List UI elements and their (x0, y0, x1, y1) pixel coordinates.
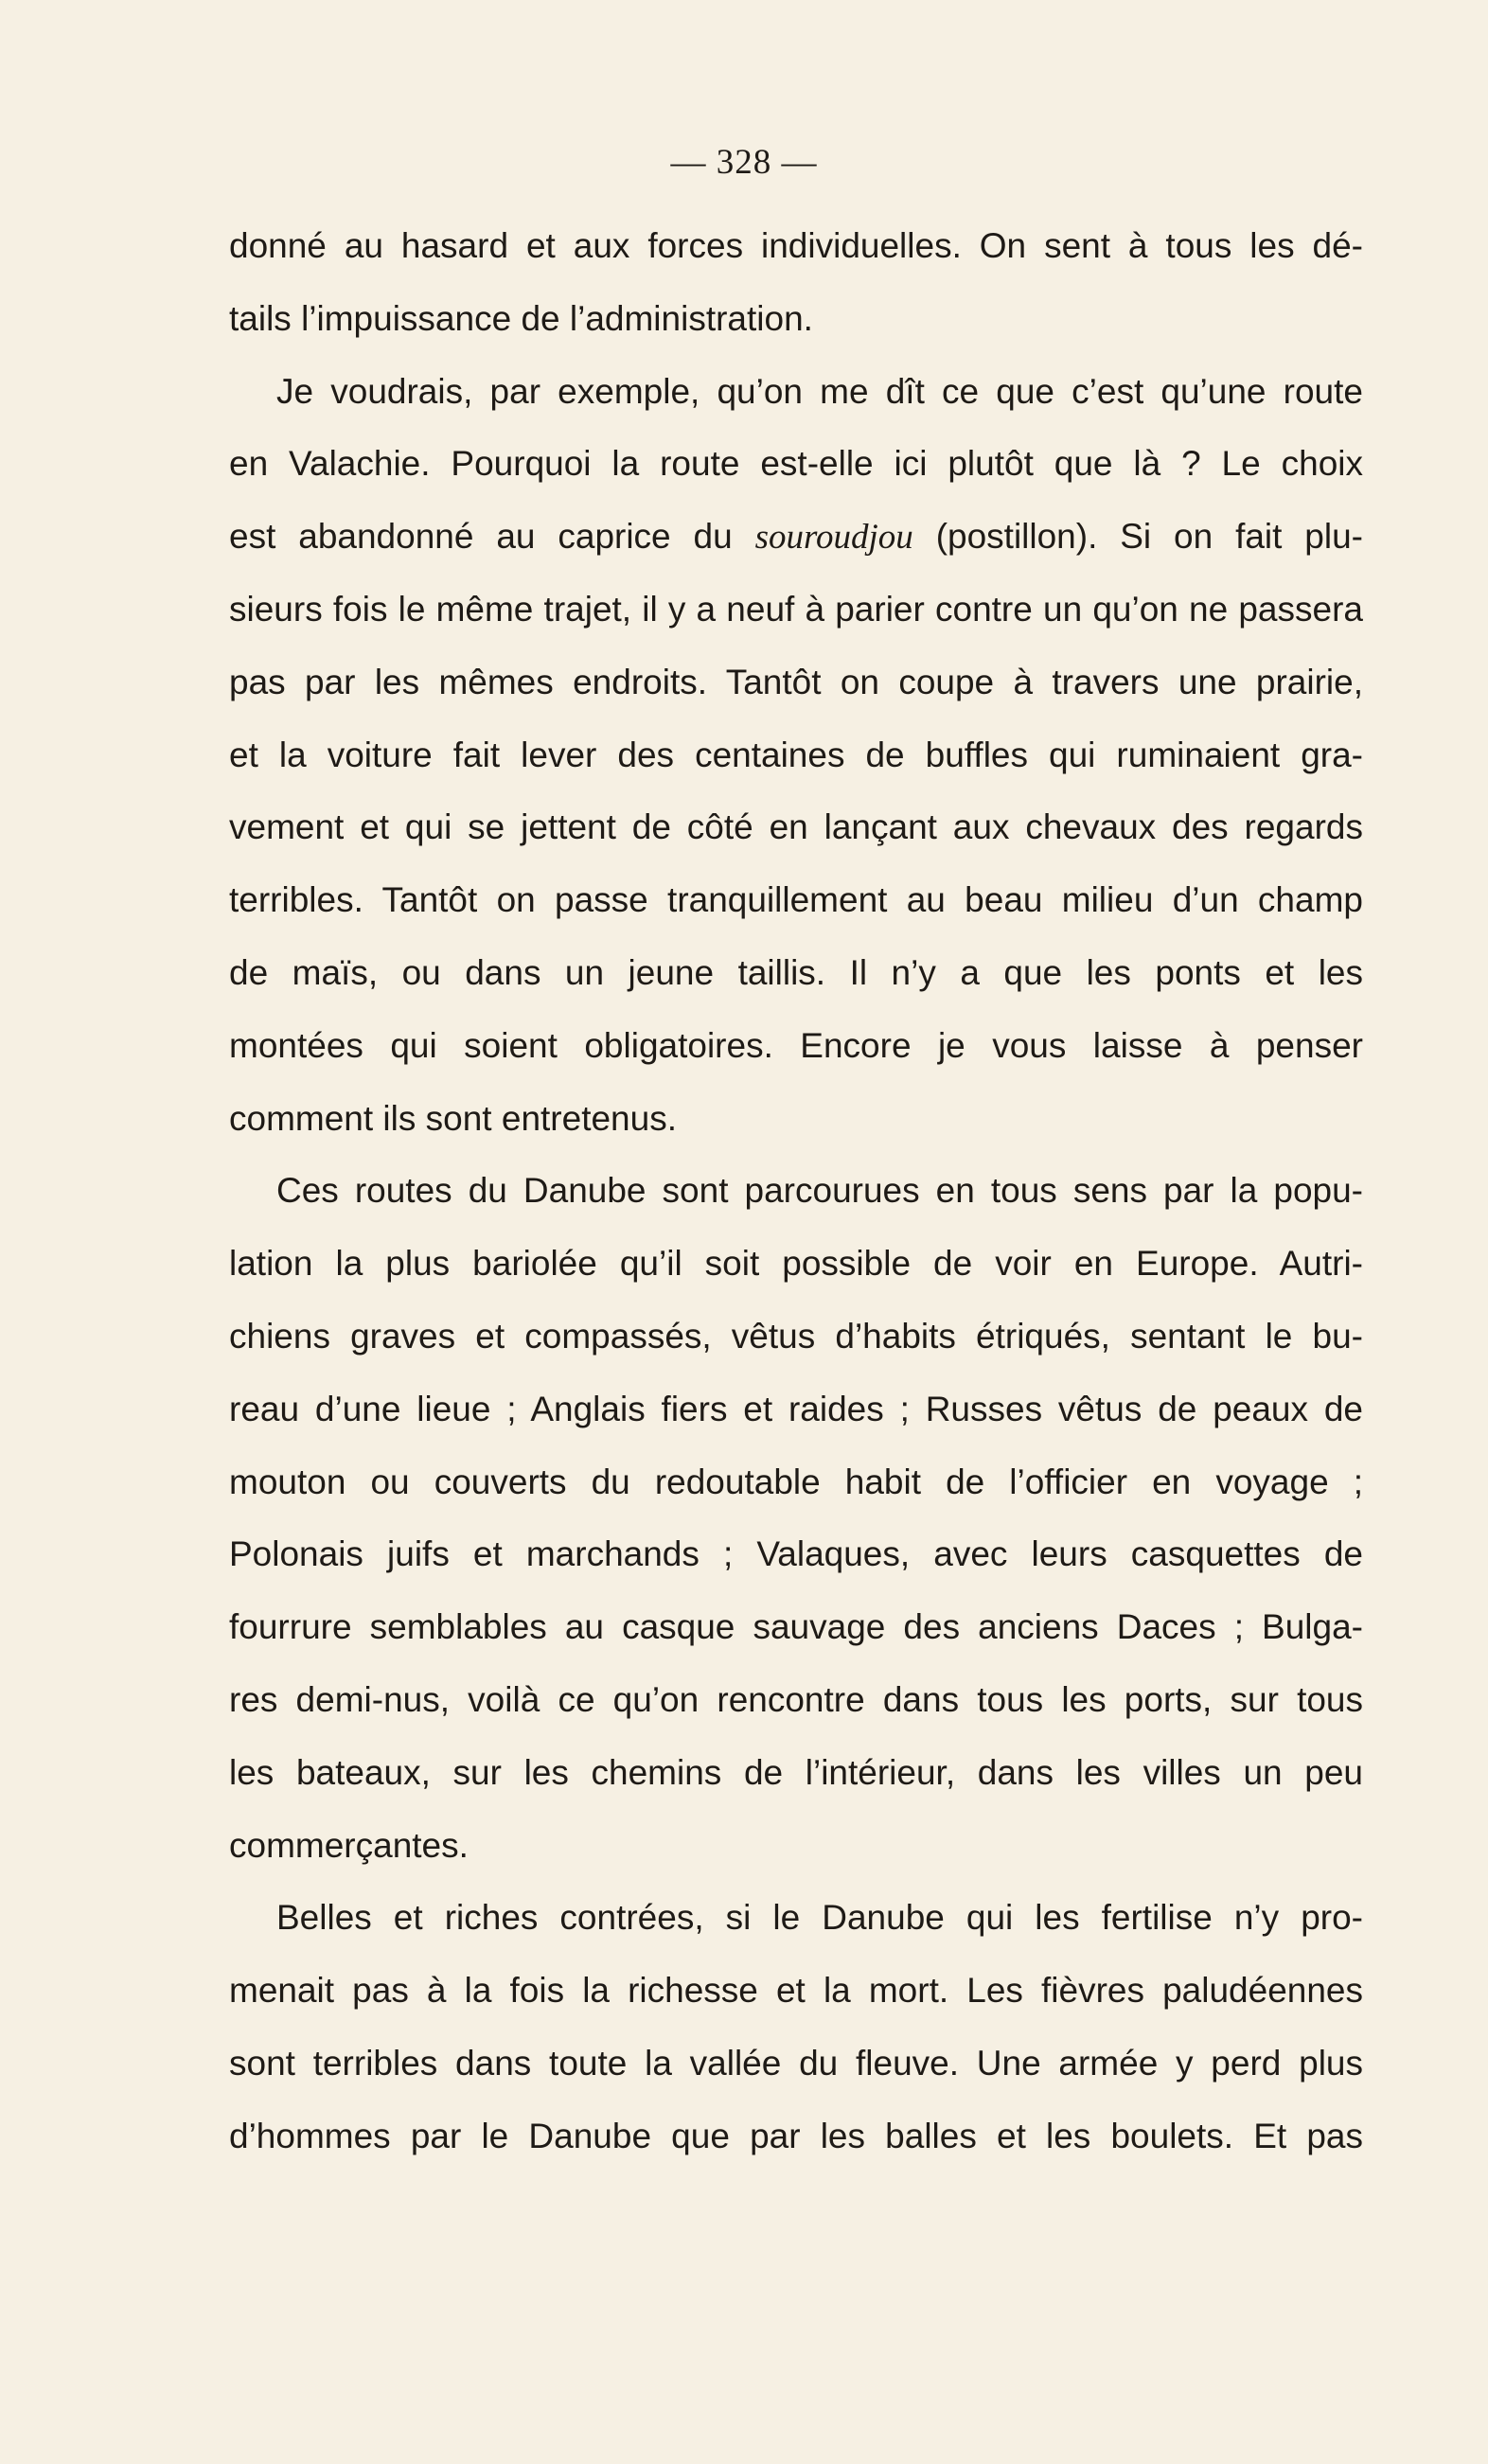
text-line: pas par les mêmes endroits. Tantôt on coupe à travers une prairie, (229, 662, 1363, 701)
text-line: mouton ou couverts du redoutable habit de l’officier en voyage ; (229, 1462, 1363, 1501)
text-line: Belles et riches contrées, si le Danube qui les fertilise n’y pro- (276, 1898, 1363, 1938)
text-line: commerçantes. (229, 1825, 469, 1865)
text-line: tails l’impuissance de l’administration. (229, 298, 813, 338)
text-line: menait pas à la fois la richesse et la mort. Les fièvres paludéennes (229, 1971, 1363, 2011)
text-line: et la voiture fait lever des centaines de buffles qui ruminaient gra- (229, 735, 1363, 774)
italic-term: souroudjou (754, 518, 913, 558)
text-line: sieurs fois le même trajet, il y a neuf à parier contre un qu’on ne passera (229, 589, 1363, 629)
text-line: de maïs, ou dans un jeune taillis. Il n’y a que les ponts et les (229, 952, 1363, 992)
body-text (229, 210, 1363, 2173)
text-fragment: est abandonné au caprice du (229, 517, 733, 557)
text-line: fourrure semblables au casque sauvage des anciens Daces ; Bulga- (229, 1607, 1363, 1647)
text-line: en Valachie. Pourquoi la route est-elle ici plutôt que là ? Le choix (229, 444, 1363, 484)
text-line: d’hommes par le Danube que par les balles et les boulets. Et pas (229, 2116, 1363, 2155)
text-line: sont terribles dans toute la vallée du fleuve. Une armée y perd plus (229, 2043, 1363, 2083)
text-line: donné au hasard et aux forces individuelles. On sent à tous les dé- (229, 226, 1363, 265)
text-fragment: (postillon). Si on fait plu- (935, 517, 1364, 557)
text-line: les bateaux, sur les chemins de l’intérieur, dans les villes un peu (229, 1752, 1363, 1792)
text-line: chiens graves et compassés, vêtus d’habits étriqués, sentant le bu- (229, 1316, 1363, 1356)
text-line: Je voudrais, par exemple, qu’on me dît ce que c’est qu’une route (276, 371, 1363, 411)
text-line: reau d’une lieue ; Anglais fiers et raides ; Russes vêtus de peaux de (229, 1389, 1363, 1428)
text-line: lation la plus bariolée qu’il soit possible de voir en Europe. Autri- (229, 1244, 1363, 1284)
text-line: terribles. Tantôt on passe tranquillement au beau milieu d’un champ (229, 880, 1363, 920)
text-line: Ces routes du Danube sont parcourues en tous sens par la popu- (276, 1171, 1363, 1211)
page-number: — 328 — (670, 143, 818, 182)
text-line: comment ils sont entretenus. (229, 1098, 677, 1138)
text-line: montées qui soient obligatoires. Encore je vous laisse à penser (229, 1025, 1363, 1065)
text-line: res demi-nus, voilà ce qu’on rencontre dans tous les ports, sur tous (229, 1679, 1363, 1719)
text-line: vement et qui se jettent de côté en lançant aux chevaux des regards (229, 807, 1363, 847)
text-line: Polonais juifs et marchands ; Valaques, avec leurs casquettes de (229, 1534, 1363, 1574)
text-line-with-italic (229, 501, 1363, 574)
